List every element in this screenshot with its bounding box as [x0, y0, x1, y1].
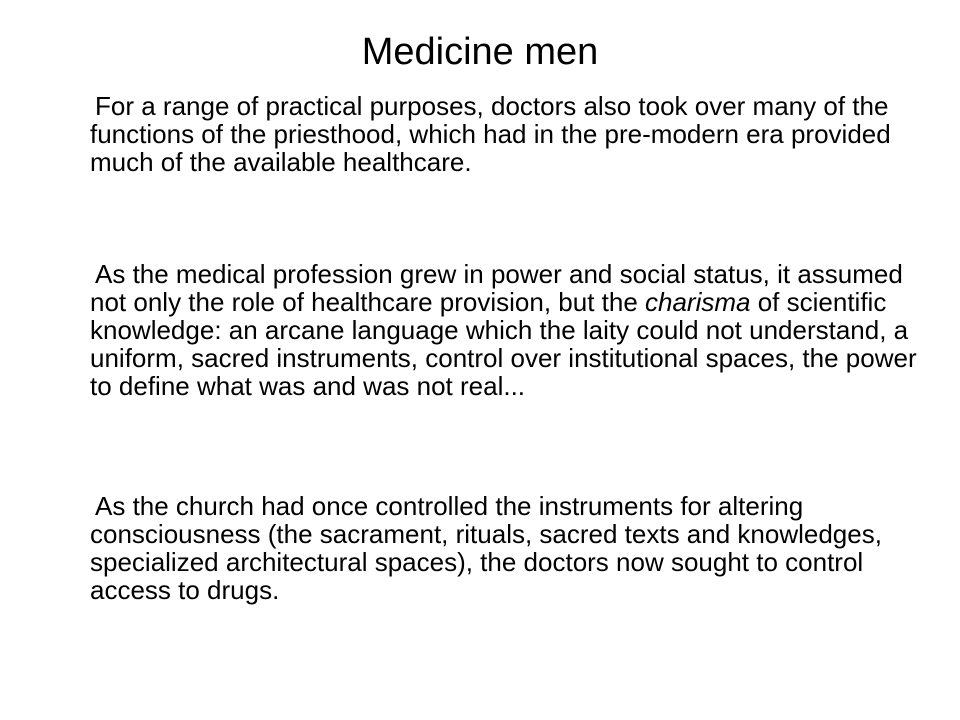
paragraph-2-emphasis: charisma — [645, 287, 751, 317]
paragraph-2-text-after: of scientific knowledge: an arcane language which the laity could not understand, a uniform, sacred instruments, control over institutional spaces, the power to define what was and was not real... — [90, 287, 917, 401]
paragraph-3: As the church had once controlled the instruments for altering consciousness (the sacrament, rituals, sacred texts and knowledges, specialized architectural spaces), the doctors now sought to control access to drugs. — [90, 491, 882, 605]
paragraph-1: For a range of practical purposes, doctors also took over many of the functions of the priesthood, which had in the pre-modern era provided much of the available healthcare. — [90, 91, 891, 177]
paragraph-2 — [90, 260, 920, 400]
slide-title: Medicine men — [361, 31, 599, 73]
paragraph-2-text-before: As the medical profession grew in power and social status, it assumed not only the role of healthcare provision, but the — [90, 259, 903, 317]
